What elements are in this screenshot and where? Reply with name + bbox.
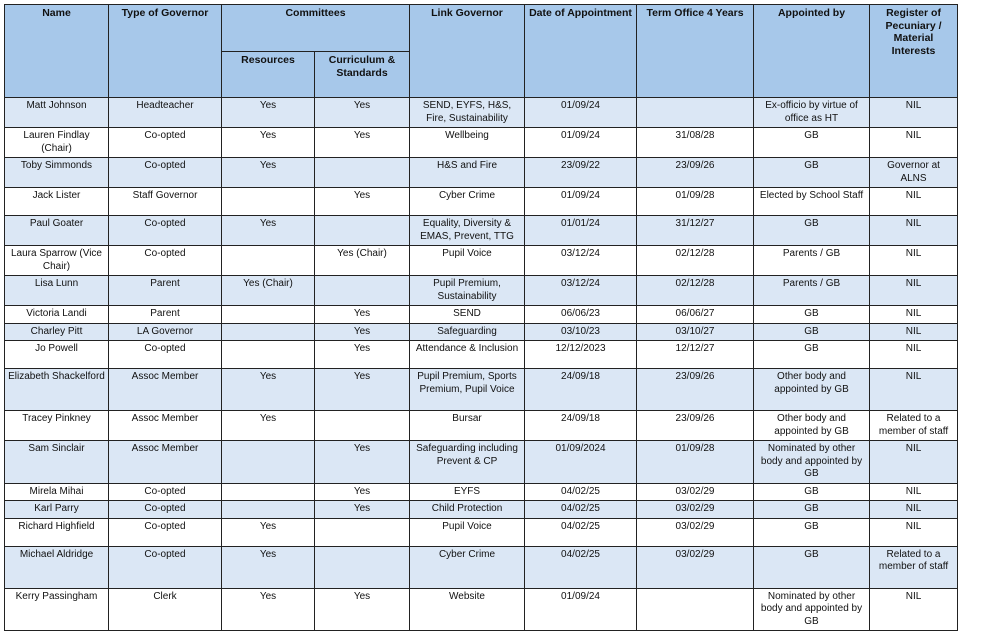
cell-appointed: GB xyxy=(754,323,870,341)
cell-resources xyxy=(222,341,315,369)
cell-date: 06/06/23 xyxy=(525,306,637,324)
cell-appointed: Nominated by other body and appointed by GB xyxy=(754,441,870,484)
cell-appointed: GB xyxy=(754,501,870,519)
cell-name: Sam Sinclair xyxy=(5,441,109,484)
cell-curriculum: Yes (Chair) xyxy=(315,246,410,276)
cell-resources xyxy=(222,323,315,341)
cell-term: 02/12/28 xyxy=(637,246,754,276)
table-row xyxy=(5,369,958,411)
cell-link: Cyber Crime xyxy=(410,546,525,588)
cell-resources: Yes xyxy=(222,158,315,188)
table-row xyxy=(5,246,958,276)
header-name: Name xyxy=(5,5,109,98)
cell-name: Mirela Mihai xyxy=(5,483,109,501)
cell-type: Clerk xyxy=(109,588,222,631)
cell-term: 12/12/27 xyxy=(637,341,754,369)
cell-name: Matt Johnson xyxy=(5,98,109,128)
cell-appointed: GB xyxy=(754,518,870,546)
cell-link: Pupil Voice xyxy=(410,246,525,276)
cell-curriculum xyxy=(315,518,410,546)
cell-resources: Yes xyxy=(222,128,315,158)
cell-date: 04/02/25 xyxy=(525,501,637,519)
cell-resources: Yes xyxy=(222,216,315,246)
cell-link: SEND xyxy=(410,306,525,324)
cell-term: 31/08/28 xyxy=(637,128,754,158)
cell-date: 01/09/24 xyxy=(525,98,637,128)
cell-name: Jo Powell xyxy=(5,341,109,369)
cell-curriculum xyxy=(315,546,410,588)
cell-resources: Yes xyxy=(222,518,315,546)
cell-term: 03/02/29 xyxy=(637,518,754,546)
cell-curriculum: Yes xyxy=(315,306,410,324)
cell-name: Karl Parry xyxy=(5,501,109,519)
cell-appointed: Parents / GB xyxy=(754,246,870,276)
cell-term: 23/09/26 xyxy=(637,411,754,441)
cell-name: Charley Pitt xyxy=(5,323,109,341)
cell-curriculum: Yes xyxy=(315,501,410,519)
cell-resources: Yes xyxy=(222,588,315,631)
cell-term xyxy=(637,98,754,128)
cell-appointed: GB xyxy=(754,128,870,158)
cell-date: 03/10/23 xyxy=(525,323,637,341)
cell-register: NIL xyxy=(870,323,958,341)
cell-resources xyxy=(222,188,315,216)
cell-curriculum: Yes xyxy=(315,483,410,501)
cell-register: Related to a member of staff xyxy=(870,411,958,441)
cell-register: NIL xyxy=(870,441,958,484)
cell-type: Assoc Member xyxy=(109,441,222,484)
cell-curriculum xyxy=(315,411,410,441)
cell-type: Co-opted xyxy=(109,483,222,501)
governors-table-body xyxy=(5,98,958,631)
cell-link: H&S and Fire xyxy=(410,158,525,188)
cell-link: Equality, Diversity & EMAS, Prevent, TTG xyxy=(410,216,525,246)
cell-curriculum: Yes xyxy=(315,369,410,411)
cell-type: Headteacher xyxy=(109,98,222,128)
cell-name: Laura Sparrow (Vice Chair) xyxy=(5,246,109,276)
cell-term: 02/12/28 xyxy=(637,276,754,306)
cell-term: 03/02/29 xyxy=(637,501,754,519)
cell-type: Co-opted xyxy=(109,546,222,588)
cell-type: Co-opted xyxy=(109,501,222,519)
table-row xyxy=(5,306,958,324)
header-curriculum-standards: Curriculum & Standards xyxy=(315,52,410,98)
header-register-of-interests: Register of Pecuniary / Material Interests xyxy=(870,5,958,98)
table-row xyxy=(5,411,958,441)
cell-link: Pupil Premium, Sports Premium, Pupil Voice xyxy=(410,369,525,411)
cell-date: 04/02/25 xyxy=(525,546,637,588)
table-row xyxy=(5,323,958,341)
cell-date: 01/09/24 xyxy=(525,188,637,216)
cell-type: Co-opted xyxy=(109,246,222,276)
cell-resources xyxy=(222,306,315,324)
cell-type: Co-opted xyxy=(109,158,222,188)
cell-term: 31/12/27 xyxy=(637,216,754,246)
cell-type: Co-opted xyxy=(109,341,222,369)
cell-date: 12/12/2023 xyxy=(525,341,637,369)
cell-appointed: GB xyxy=(754,341,870,369)
cell-term: 23/09/26 xyxy=(637,369,754,411)
cell-date: 24/09/18 xyxy=(525,369,637,411)
cell-register: NIL xyxy=(870,128,958,158)
table-row xyxy=(5,158,958,188)
cell-link: EYFS xyxy=(410,483,525,501)
table-row xyxy=(5,216,958,246)
cell-curriculum: Yes xyxy=(315,323,410,341)
cell-date: 01/09/2024 xyxy=(525,441,637,484)
cell-register: NIL xyxy=(870,588,958,631)
cell-link: Safeguarding xyxy=(410,323,525,341)
cell-register: Governor at ALNS xyxy=(870,158,958,188)
cell-term: 03/02/29 xyxy=(637,483,754,501)
cell-register: NIL xyxy=(870,306,958,324)
cell-type: Co-opted xyxy=(109,518,222,546)
cell-date: 03/12/24 xyxy=(525,246,637,276)
cell-type: Parent xyxy=(109,276,222,306)
header-link-governor: Link Governor xyxy=(410,5,525,98)
cell-date: 03/12/24 xyxy=(525,276,637,306)
cell-name: Jack Lister xyxy=(5,188,109,216)
cell-date: 01/09/24 xyxy=(525,128,637,158)
cell-term: 23/09/26 xyxy=(637,158,754,188)
cell-register: NIL xyxy=(870,518,958,546)
header-committees: Committees xyxy=(222,5,410,52)
cell-resources: Yes xyxy=(222,98,315,128)
cell-type: Parent xyxy=(109,306,222,324)
cell-link: Wellbeing xyxy=(410,128,525,158)
table-row xyxy=(5,188,958,216)
cell-date: 24/09/18 xyxy=(525,411,637,441)
cell-name: Paul Goater xyxy=(5,216,109,246)
cell-resources: Yes xyxy=(222,369,315,411)
cell-term: 06/06/27 xyxy=(637,306,754,324)
cell-curriculum: Yes xyxy=(315,188,410,216)
cell-link: Child Protection xyxy=(410,501,525,519)
cell-curriculum: Yes xyxy=(315,128,410,158)
cell-register: NIL xyxy=(870,501,958,519)
cell-type: Co-opted xyxy=(109,128,222,158)
header-resources: Resources xyxy=(222,52,315,98)
cell-name: Kerry Passingham xyxy=(5,588,109,631)
cell-curriculum: Yes xyxy=(315,98,410,128)
table-row xyxy=(5,518,958,546)
cell-register: NIL xyxy=(870,188,958,216)
header-type: Type of Governor xyxy=(109,5,222,98)
cell-appointed: Other body and appointed by GB xyxy=(754,369,870,411)
table-row xyxy=(5,276,958,306)
table-row xyxy=(5,501,958,519)
table-row xyxy=(5,98,958,128)
cell-register: NIL xyxy=(870,276,958,306)
cell-resources: Yes xyxy=(222,411,315,441)
cell-resources xyxy=(222,501,315,519)
cell-curriculum: Yes xyxy=(315,588,410,631)
cell-register: NIL xyxy=(870,216,958,246)
table-row xyxy=(5,441,958,484)
cell-resources: Yes (Chair) xyxy=(222,276,315,306)
cell-appointed: Parents / GB xyxy=(754,276,870,306)
cell-curriculum xyxy=(315,216,410,246)
cell-appointed: GB xyxy=(754,216,870,246)
cell-link: SEND, EYFS, H&S, Fire, Sustainability xyxy=(410,98,525,128)
cell-curriculum: Yes xyxy=(315,341,410,369)
cell-link: Attendance & Inclusion xyxy=(410,341,525,369)
governors-table-wrapper xyxy=(4,4,958,631)
cell-link: Bursar xyxy=(410,411,525,441)
header-date-of-appointment: Date of Appointment xyxy=(525,5,637,98)
cell-register: NIL xyxy=(870,341,958,369)
cell-name: Elizabeth Shackelford xyxy=(5,369,109,411)
cell-resources xyxy=(222,441,315,484)
cell-resources xyxy=(222,483,315,501)
header-appointed-by: Appointed by xyxy=(754,5,870,98)
cell-type: Assoc Member xyxy=(109,411,222,441)
cell-appointed: Elected by School Staff xyxy=(754,188,870,216)
cell-register: NIL xyxy=(870,483,958,501)
header-term-office: Term Office 4 Years xyxy=(637,5,754,98)
cell-term xyxy=(637,588,754,631)
cell-appointed: Nominated by other body and appointed by GB xyxy=(754,588,870,631)
cell-curriculum xyxy=(315,276,410,306)
cell-register: NIL xyxy=(870,369,958,411)
cell-link: Cyber Crime xyxy=(410,188,525,216)
cell-resources xyxy=(222,246,315,276)
cell-register: Related to a member of staff xyxy=(870,546,958,588)
cell-appointed: Ex-officio by virtue of office as HT xyxy=(754,98,870,128)
cell-date: 01/09/24 xyxy=(525,588,637,631)
cell-term: 01/09/28 xyxy=(637,441,754,484)
cell-appointed: GB xyxy=(754,158,870,188)
cell-register: NIL xyxy=(870,98,958,128)
table-row xyxy=(5,128,958,158)
cell-register: NIL xyxy=(870,246,958,276)
cell-appointed: GB xyxy=(754,546,870,588)
cell-appointed: GB xyxy=(754,483,870,501)
cell-link: Website xyxy=(410,588,525,631)
cell-resources: Yes xyxy=(222,546,315,588)
table-row xyxy=(5,341,958,369)
cell-type: Assoc Member xyxy=(109,369,222,411)
cell-name: Michael Aldridge xyxy=(5,546,109,588)
cell-type: Co-opted xyxy=(109,216,222,246)
cell-curriculum: Yes xyxy=(315,441,410,484)
cell-type: LA Governor xyxy=(109,323,222,341)
cell-type: Staff Governor xyxy=(109,188,222,216)
cell-term: 01/09/28 xyxy=(637,188,754,216)
cell-name: Lisa Lunn xyxy=(5,276,109,306)
cell-curriculum xyxy=(315,158,410,188)
cell-name: Tracey Pinkney xyxy=(5,411,109,441)
cell-link: Pupil Premium, Sustainability xyxy=(410,276,525,306)
cell-date: 04/02/25 xyxy=(525,483,637,501)
cell-name: Richard Highfield xyxy=(5,518,109,546)
cell-term: 03/10/27 xyxy=(637,323,754,341)
cell-name: Victoria Landi xyxy=(5,306,109,324)
governors-table xyxy=(4,4,958,631)
cell-date: 23/09/22 xyxy=(525,158,637,188)
cell-date: 01/01/24 xyxy=(525,216,637,246)
cell-name: Toby Simmonds xyxy=(5,158,109,188)
cell-date: 04/02/25 xyxy=(525,518,637,546)
cell-term: 03/02/29 xyxy=(637,546,754,588)
cell-appointed: GB xyxy=(754,306,870,324)
table-row xyxy=(5,546,958,588)
cell-name: Lauren Findlay (Chair) xyxy=(5,128,109,158)
table-row xyxy=(5,588,958,631)
cell-link: Safeguarding including Prevent & CP xyxy=(410,441,525,484)
cell-link: Pupil Voice xyxy=(410,518,525,546)
cell-appointed: Other body and appointed by GB xyxy=(754,411,870,441)
table-row xyxy=(5,483,958,501)
